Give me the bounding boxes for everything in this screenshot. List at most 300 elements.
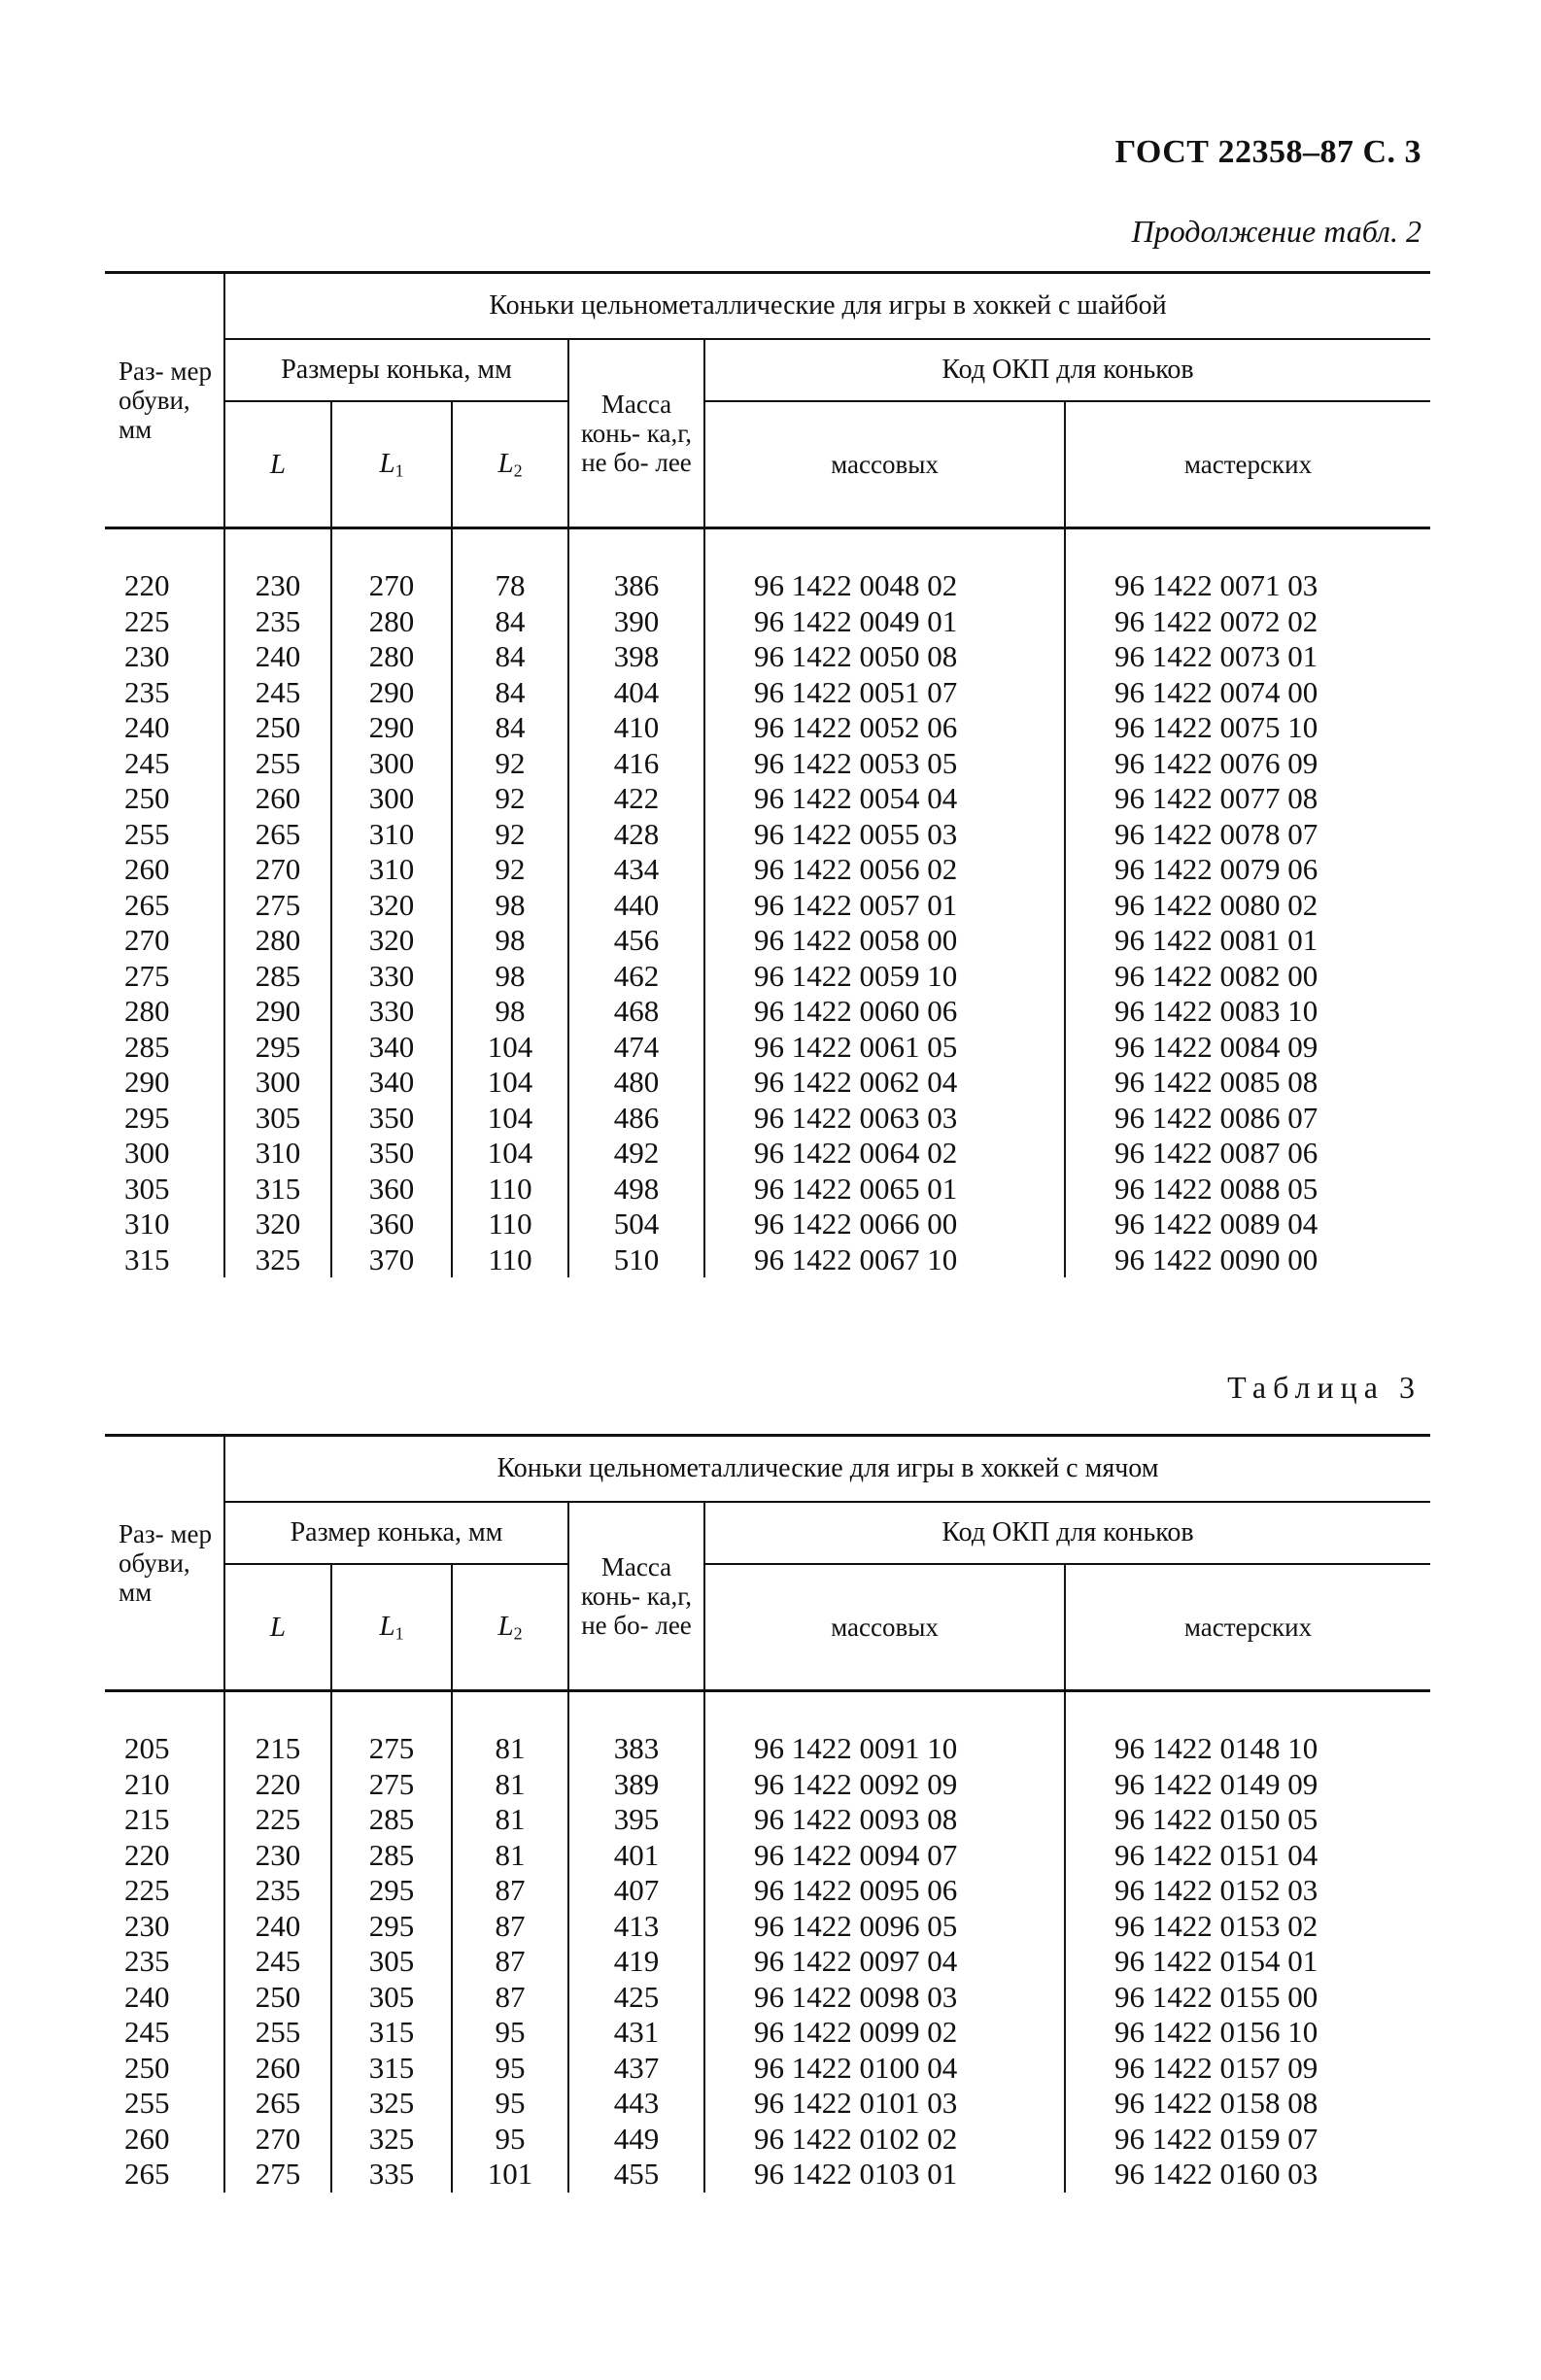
code-mass-cell: 96 1422 0055 03 [704, 817, 1065, 853]
code-master-cell: 96 1422 0152 03 [1114, 1873, 1318, 1907]
spacer-cell [105, 528, 224, 569]
code-mass-cell: 96 1422 0048 02 [704, 568, 1065, 604]
mass-cell: 431 [568, 2015, 704, 2051]
okp-code-header: Код ОКП для коньков [704, 1502, 1430, 1564]
dim-l-cell: 225 [224, 1802, 331, 1838]
table-row [105, 746, 1430, 782]
code-master-cell: 96 1422 0083 10 [1114, 994, 1318, 1028]
dim-l2-cell: 101 [452, 2157, 568, 2193]
dim-l2-cell: 98 [452, 994, 568, 1030]
code-master-cell: 96 1422 0154 01 [1114, 1944, 1318, 1978]
mass-cell: 492 [568, 1136, 704, 1172]
mass-cell: 416 [568, 746, 704, 782]
mass-cell: 386 [568, 568, 704, 604]
mass-cell: 389 [568, 1767, 704, 1803]
code-master-cell: 96 1422 0073 01 [1114, 639, 1318, 673]
code-mass-cell: 96 1422 0097 04 [704, 1944, 1065, 1980]
mass-cell: 390 [568, 604, 704, 640]
code-mass-cell: 96 1422 0094 07 [704, 1838, 1065, 1874]
shoe-size-cell: 235 [105, 675, 224, 711]
dim-l2-cell: 95 [452, 2015, 568, 2051]
spacer-cell [1065, 1691, 1430, 1732]
dim-l-cell: 290 [224, 994, 331, 1030]
table-row [105, 1944, 1430, 1980]
table-row [105, 817, 1430, 853]
dim-l2-cell: 95 [452, 2086, 568, 2122]
code-mass-cell: 96 1422 0095 06 [704, 1873, 1065, 1909]
dim-l1-cell: 350 [331, 1101, 452, 1137]
code-master-cell: 96 1422 0155 00 [1114, 1979, 1318, 2014]
dim-l1-cell: 360 [331, 1207, 452, 1242]
dim-l-header: L [224, 1564, 331, 1691]
mass-cell: 437 [568, 2051, 704, 2087]
dim-l2-cell: 92 [452, 817, 568, 853]
code-mass-cell: 96 1422 0093 08 [704, 1802, 1065, 1838]
dim-l-cell: 220 [224, 1767, 331, 1803]
shoe-size-cell: 310 [105, 1207, 224, 1242]
code-master-cell: 96 1422 0087 06 [1114, 1136, 1318, 1170]
dim-l-cell: 275 [224, 888, 331, 924]
table-2 [105, 271, 1430, 1277]
code-mass-cell: 96 1422 0053 05 [704, 746, 1065, 782]
code-mass-cell: 96 1422 0056 02 [704, 852, 1065, 888]
table-row [105, 1767, 1430, 1803]
dim-l1-cell: 315 [331, 2015, 452, 2051]
shoe-size-cell: 245 [105, 2015, 224, 2051]
shoe-size-cell: 250 [105, 781, 224, 817]
dim-l-cell: 280 [224, 923, 331, 959]
dim-l1-cell: 295 [331, 1909, 452, 1945]
mass-cell: 422 [568, 781, 704, 817]
dim-l2-cell: 104 [452, 1030, 568, 1066]
table-3 [105, 1434, 1430, 2193]
mass-cell: 468 [568, 994, 704, 1030]
shoe-size-cell: 225 [105, 1873, 224, 1909]
shoe-size-cell: 220 [105, 568, 224, 604]
mass-cell: 443 [568, 2086, 704, 2122]
code-mass-cell: 96 1422 0051 07 [704, 675, 1065, 711]
dim-l2-cell: 87 [452, 1980, 568, 2016]
dim-l-cell: 245 [224, 675, 331, 711]
dim-l1-cell: 300 [331, 746, 452, 782]
dim-l1-cell: 305 [331, 1980, 452, 2016]
dim-l2-header: $L_2$ [452, 401, 568, 528]
code-master-cell: 96 1422 0084 09 [1114, 1029, 1318, 1064]
shoe-size-cell: 280 [105, 994, 224, 1030]
table-row [105, 1101, 1430, 1137]
shoe-size-cell: 270 [105, 923, 224, 959]
dim-l2-cell: 78 [452, 568, 568, 604]
code-master-cell: 96 1422 0151 04 [1114, 1837, 1318, 1872]
code-master-cell: 96 1422 0090 00 [1114, 1241, 1318, 1276]
dim-l1-cell: 280 [331, 604, 452, 640]
dim-l1-cell: 290 [331, 675, 452, 711]
dim-l1-cell: 270 [331, 568, 452, 604]
dim-l-cell: 260 [224, 2051, 331, 2087]
code-master-cell: 96 1422 0150 05 [1114, 1802, 1318, 1836]
shoe-size-cell: 245 [105, 746, 224, 782]
table-row [105, 1873, 1430, 1909]
dim-l2-cell: 95 [452, 2122, 568, 2158]
code-mass-cell: 96 1422 0091 10 [704, 1731, 1065, 1767]
code-master-cell: 96 1422 0157 09 [1114, 2050, 1318, 2085]
dim-l-cell: 235 [224, 604, 331, 640]
dim-l1-cell: 295 [331, 1873, 452, 1909]
shoe-size-cell: 240 [105, 710, 224, 746]
mass-cell: 413 [568, 1909, 704, 1945]
code-mass-cell: 96 1422 0050 08 [704, 639, 1065, 675]
code-mass-cell: 96 1422 0058 00 [704, 923, 1065, 959]
code-master-cell: 96 1422 0075 10 [1114, 710, 1318, 744]
code-mass-cell: 96 1422 0100 04 [704, 2051, 1065, 2087]
dim-l-cell: 255 [224, 746, 331, 782]
mass-cell: 419 [568, 1944, 704, 1980]
dim-l1-cell: 315 [331, 2051, 452, 2087]
shoe-size-cell: 225 [105, 604, 224, 640]
table-row [105, 639, 1430, 675]
dim-l1-cell: 340 [331, 1065, 452, 1101]
dim-l1-cell: 330 [331, 994, 452, 1030]
table3-caption: Таблица 3 [1227, 1370, 1421, 1405]
dim-l1-cell: 300 [331, 781, 452, 817]
shoe-size-cell: 290 [105, 1065, 224, 1101]
dim-l1-cell: 275 [331, 1767, 452, 1803]
mass-cell: 456 [568, 923, 704, 959]
spacer-cell [224, 1691, 331, 1732]
mass-cell: 449 [568, 2122, 704, 2158]
code-mass-cell: 96 1422 0057 01 [704, 888, 1065, 924]
mass-cell: 425 [568, 1980, 704, 2016]
dimensions-header: Размеры конька, мм [224, 339, 568, 401]
dim-l-cell: 265 [224, 817, 331, 853]
code-mass-header: массовых [704, 401, 1065, 528]
dim-l1-cell: 330 [331, 959, 452, 995]
dim-l-header: L [224, 401, 331, 528]
code-master-cell: 96 1422 0156 10 [1114, 2015, 1318, 2049]
code-master-header: мастерских [1065, 1564, 1430, 1691]
code-mass-cell: 96 1422 0064 02 [704, 1136, 1065, 1172]
shoe-size-cell: 230 [105, 639, 224, 675]
dim-l2-cell: 98 [452, 923, 568, 959]
dim-l-cell: 265 [224, 2086, 331, 2122]
code-mass-cell: 96 1422 0099 02 [704, 2015, 1065, 2051]
mass-cell: 440 [568, 888, 704, 924]
dim-l-cell: 250 [224, 710, 331, 746]
dim-l2-cell: 104 [452, 1101, 568, 1137]
dim-l2-cell: 84 [452, 675, 568, 711]
mass-cell: 428 [568, 817, 704, 853]
dim-l2-cell: 95 [452, 2051, 568, 2087]
dim-l2-cell: 87 [452, 1944, 568, 1980]
shoe-size-cell: 215 [105, 1802, 224, 1838]
group-header: Коньки цельнометаллические для игры в хоккей с шайбой [224, 273, 1430, 340]
table-row [105, 710, 1430, 746]
code-master-cell: 96 1422 0160 03 [1114, 2157, 1318, 2191]
code-master-cell: 96 1422 0081 01 [1114, 923, 1318, 957]
dim-l-cell: 235 [224, 1873, 331, 1909]
dim-l-cell: 315 [224, 1172, 331, 1207]
table-row [105, 1909, 1430, 1945]
table-row [105, 781, 1430, 817]
table-row [105, 1172, 1430, 1207]
spacer-cell [704, 528, 1065, 569]
shoe-size-cell: 305 [105, 1172, 224, 1207]
code-master-cell: 96 1422 0079 06 [1114, 852, 1318, 886]
code-master-cell: 96 1422 0077 08 [1114, 781, 1318, 815]
code-mass-cell: 96 1422 0101 03 [704, 2086, 1065, 2122]
dim-l1-cell: 290 [331, 710, 452, 746]
spacer-cell [568, 528, 704, 569]
spacer-cell [704, 1691, 1065, 1732]
dim-l2-cell: 110 [452, 1207, 568, 1242]
dim-l2-cell: 87 [452, 1909, 568, 1945]
table3-body [105, 1691, 1430, 2193]
code-mass-cell: 96 1422 0067 10 [704, 1242, 1065, 1278]
dim-l-cell: 260 [224, 781, 331, 817]
table-row [105, 1242, 1430, 1278]
dim-l2-cell: 104 [452, 1065, 568, 1101]
code-mass-cell: 96 1422 0098 03 [704, 1980, 1065, 2016]
dim-l1-cell: 280 [331, 639, 452, 675]
code-mass-cell: 96 1422 0062 04 [704, 1065, 1065, 1101]
dim-l-cell: 325 [224, 1242, 331, 1278]
spacer-row [105, 1691, 1430, 1732]
dim-l1-cell: 320 [331, 923, 452, 959]
dim-l-cell: 245 [224, 1944, 331, 1980]
dim-l2-cell: 104 [452, 1136, 568, 1172]
code-mass-cell: 96 1422 0063 03 [704, 1101, 1065, 1137]
mass-cell: 401 [568, 1838, 704, 1874]
mass-cell: 498 [568, 1172, 704, 1207]
dimensions-header: Размер конька, мм [224, 1502, 568, 1564]
mass-cell: 510 [568, 1242, 704, 1278]
code-master-cell: 96 1422 0085 08 [1114, 1065, 1318, 1099]
spacer-row [105, 528, 1430, 569]
code-mass-cell: 96 1422 0096 05 [704, 1909, 1065, 1945]
shoe-size-cell: 295 [105, 1101, 224, 1137]
dim-l1-cell: 305 [331, 1944, 452, 1980]
mass-cell: 398 [568, 639, 704, 675]
shoe-size-cell: 300 [105, 1136, 224, 1172]
table-row [105, 1065, 1430, 1101]
table-row [105, 2157, 1430, 2193]
dim-l1-cell: 285 [331, 1802, 452, 1838]
code-master-cell: 96 1422 0149 09 [1114, 1766, 1318, 1801]
code-master-cell: 96 1422 0159 07 [1114, 2121, 1318, 2156]
mass-cell: 404 [568, 675, 704, 711]
table-row [105, 604, 1430, 640]
spacer-cell [1065, 528, 1430, 569]
table-row [105, 888, 1430, 924]
code-mass-cell: 96 1422 0059 10 [704, 959, 1065, 995]
table2-caption: Продолжение табл. 2 [1131, 214, 1421, 249]
code-mass-cell: 96 1422 0102 02 [704, 2122, 1065, 2158]
shoe-size-cell: 260 [105, 852, 224, 888]
shoe-size-cell: 230 [105, 1909, 224, 1945]
dim-l2-cell: 92 [452, 781, 568, 817]
shoe-size-cell: 210 [105, 1767, 224, 1803]
table-row [105, 1136, 1430, 1172]
dim-l-cell: 230 [224, 1838, 331, 1874]
table-row [105, 2051, 1430, 2087]
shoe-size-cell: 205 [105, 1731, 224, 1767]
table-row [105, 568, 1430, 604]
code-master-cell: 96 1422 0082 00 [1114, 958, 1318, 993]
spacer-cell [331, 528, 452, 569]
table-row [105, 1731, 1430, 1767]
dim-l2-cell: 92 [452, 746, 568, 782]
dim-l-cell: 215 [224, 1731, 331, 1767]
mass-cell: 504 [568, 1207, 704, 1242]
dim-l2-cell: 110 [452, 1242, 568, 1278]
dim-l2-cell: 84 [452, 604, 568, 640]
shoe-size-cell: 260 [105, 2122, 224, 2158]
dim-l-cell: 270 [224, 852, 331, 888]
dim-l1-cell: 370 [331, 1242, 452, 1278]
code-mass-cell: 96 1422 0103 01 [704, 2157, 1065, 2193]
code-master-cell: 96 1422 0074 00 [1114, 674, 1318, 709]
dim-l-cell: 320 [224, 1207, 331, 1242]
dim-l1-cell: 325 [331, 2086, 452, 2122]
shoe-size-cell: 275 [105, 959, 224, 995]
table-row [105, 1980, 1430, 2016]
shoe-size-cell: 255 [105, 2086, 224, 2122]
table-row [105, 1030, 1430, 1066]
table-row [105, 1802, 1430, 1838]
code-master-cell: 96 1422 0086 07 [1114, 1100, 1318, 1135]
dim-l-cell: 300 [224, 1065, 331, 1101]
table-row [105, 2122, 1430, 2158]
mass-cell: 383 [568, 1731, 704, 1767]
code-master-cell: 96 1422 0072 02 [1114, 603, 1318, 638]
mass-cell: 395 [568, 1802, 704, 1838]
shoe-size-cell: 255 [105, 817, 224, 853]
dim-l-cell: 240 [224, 1909, 331, 1945]
page-header: ГОСТ 22358–87 С. 3 [1114, 134, 1421, 170]
table-row [105, 2086, 1430, 2122]
shoe-size-cell: 265 [105, 888, 224, 924]
spacer-cell [568, 1691, 704, 1732]
code-mass-cell: 96 1422 0061 05 [704, 1030, 1065, 1066]
table-row [105, 959, 1430, 995]
table2-body [105, 528, 1430, 1278]
dim-l1-cell: 320 [331, 888, 452, 924]
shoe-size-cell: 285 [105, 1030, 224, 1066]
dim-l1-header: $L_1$ [331, 1564, 452, 1691]
dim-l2-cell: 81 [452, 1802, 568, 1838]
dim-l1-cell: 285 [331, 1838, 452, 1874]
shoe-size-header: Раз- мер обуви, мм [105, 273, 224, 528]
code-master-cell: 96 1422 0148 10 [1114, 1731, 1318, 1765]
code-mass-cell: 96 1422 0065 01 [704, 1172, 1065, 1207]
shoe-size-cell: 315 [105, 1242, 224, 1278]
shoe-size-header: Раз- мер обуви, мм [105, 1436, 224, 1691]
dim-l-cell: 240 [224, 639, 331, 675]
mass-cell: 410 [568, 710, 704, 746]
mass-header: Масса конь- ка,г, не бо- лее [568, 339, 704, 528]
dim-l2-cell: 98 [452, 888, 568, 924]
shoe-size-cell: 250 [105, 2051, 224, 2087]
dim-l2-cell: 98 [452, 959, 568, 995]
dim-l1-cell: 335 [331, 2157, 452, 2193]
code-mass-cell: 96 1422 0049 01 [704, 604, 1065, 640]
shoe-size-cell: 220 [105, 1838, 224, 1874]
table-row [105, 923, 1430, 959]
dim-l2-header: $L_2$ [452, 1564, 568, 1691]
dim-l2-cell: 84 [452, 710, 568, 746]
mass-cell: 407 [568, 1873, 704, 1909]
code-master-cell: 96 1422 0158 08 [1114, 2086, 1318, 2120]
code-mass-cell: 96 1422 0052 06 [704, 710, 1065, 746]
mass-cell: 480 [568, 1065, 704, 1101]
code-master-cell: 96 1422 0088 05 [1114, 1171, 1318, 1206]
spacer-cell [452, 1691, 568, 1732]
code-mass-header: массовых [704, 1564, 1065, 1691]
dim-l1-cell: 360 [331, 1172, 452, 1207]
dim-l1-cell: 275 [331, 1731, 452, 1767]
dim-l-cell: 285 [224, 959, 331, 995]
dim-l1-cell: 325 [331, 2122, 452, 2158]
mass-cell: 474 [568, 1030, 704, 1066]
code-mass-cell: 96 1422 0092 09 [704, 1767, 1065, 1803]
table-row [105, 1207, 1430, 1242]
code-master-cell: 96 1422 0080 02 [1114, 887, 1318, 922]
table-row [105, 852, 1430, 888]
table-row [105, 2015, 1430, 2051]
code-master-cell: 96 1422 0089 04 [1114, 1207, 1318, 1241]
code-mass-cell: 96 1422 0060 06 [704, 994, 1065, 1030]
spacer-cell [452, 528, 568, 569]
dim-l1-header: $L_1$ [331, 401, 452, 528]
dim-l2-cell: 87 [452, 1873, 568, 1909]
shoe-size-cell: 235 [105, 1944, 224, 1980]
code-master-cell: 96 1422 0071 03 [1114, 568, 1318, 602]
table-row [105, 675, 1430, 711]
dim-l1-cell: 340 [331, 1030, 452, 1066]
mass-header: Масса конь- ка,г, не бо- лее [568, 1502, 704, 1691]
mass-cell: 462 [568, 959, 704, 995]
dim-l2-cell: 81 [452, 1767, 568, 1803]
shoe-size-cell: 265 [105, 2157, 224, 2193]
code-master-cell: 96 1422 0153 02 [1114, 1908, 1318, 1943]
dim-l-cell: 250 [224, 1980, 331, 2016]
dim-l1-cell: 310 [331, 817, 452, 853]
code-master-cell: 96 1422 0076 09 [1114, 745, 1318, 780]
dim-l-cell: 255 [224, 2015, 331, 2051]
group-header: Коньки цельнометаллические для игры в хоккей с мячом [224, 1436, 1430, 1503]
dim-l1-cell: 310 [331, 852, 452, 888]
table-row [105, 994, 1430, 1030]
dim-l-cell: 295 [224, 1030, 331, 1066]
spacer-cell [331, 1691, 452, 1732]
table-row [105, 1838, 1430, 1874]
dim-l1-cell: 350 [331, 1136, 452, 1172]
spacer-cell [224, 528, 331, 569]
dim-l2-cell: 84 [452, 639, 568, 675]
dim-l2-cell: 92 [452, 852, 568, 888]
code-master-cell: 96 1422 0078 07 [1114, 816, 1318, 851]
spacer-cell [105, 1691, 224, 1732]
dim-l-cell: 310 [224, 1136, 331, 1172]
dim-l2-cell: 81 [452, 1731, 568, 1767]
code-master-header: мастерских [1065, 401, 1430, 528]
mass-cell: 455 [568, 2157, 704, 2193]
code-mass-cell: 96 1422 0066 00 [704, 1207, 1065, 1242]
shoe-size-cell: 240 [105, 1980, 224, 2016]
dim-l2-cell: 81 [452, 1838, 568, 1874]
mass-cell: 486 [568, 1101, 704, 1137]
dim-l2-cell: 110 [452, 1172, 568, 1207]
